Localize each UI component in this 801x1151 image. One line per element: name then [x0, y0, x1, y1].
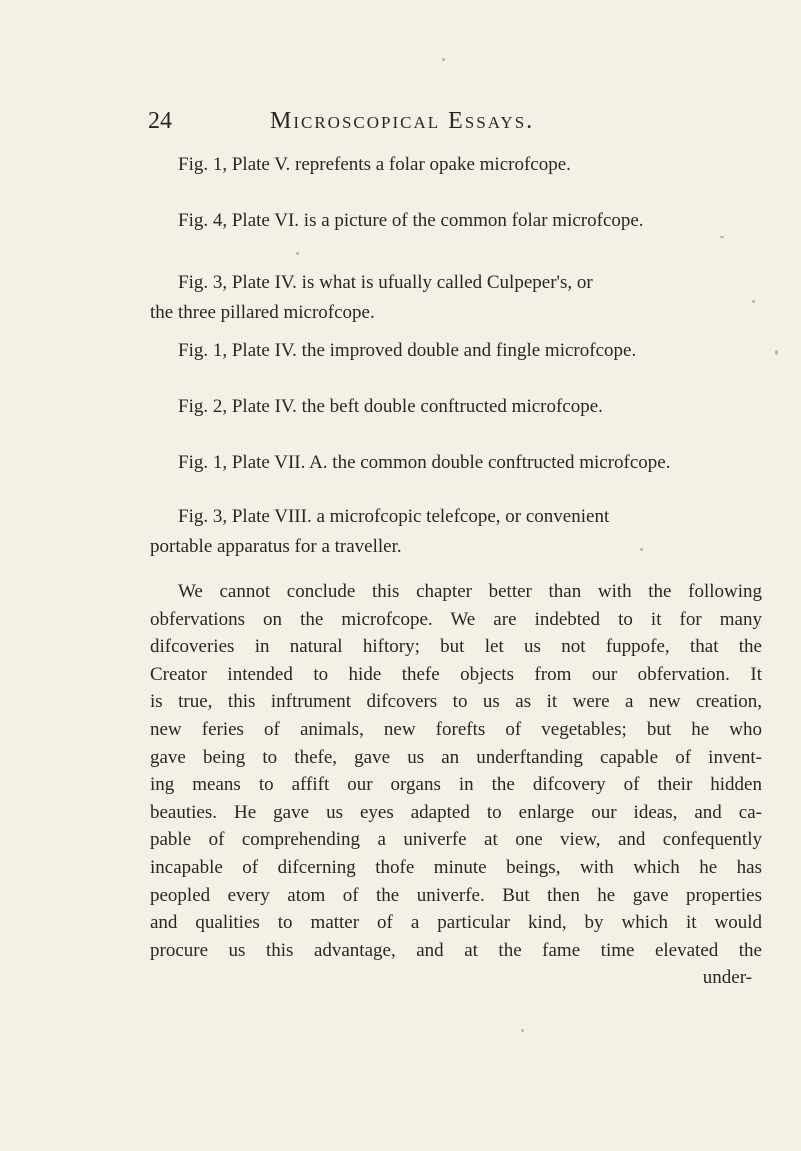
body-paragraph: [150, 578, 762, 992]
paragraph-line: and qualities to matter of a particular kind, by which it would: [150, 912, 762, 934]
paper-speck: [442, 58, 445, 61]
figure-entry-line: portable apparatus for a traveller.: [150, 536, 402, 557]
paragraph-line: new feries of animals, new forefts of vegetables; but he who: [150, 718, 762, 740]
catchword: under-: [702, 967, 752, 989]
figure-entry: [178, 150, 798, 180]
paragraph-line: gave being to thefe, gave us an underftanding capable of invent-: [150, 746, 762, 768]
running-title: Microscopical Essays.: [270, 108, 535, 134]
figure-entry-text: Fig. 1, Plate VII. A. the common double conftructed microfcope.: [178, 452, 671, 473]
paragraph-line: difcoveries in natural hiftory; but let us not fuppofe, that the: [150, 636, 762, 658]
figure-entry: [178, 336, 798, 366]
figure-entry: [150, 502, 770, 562]
paragraph-line: is true, this inftrument difcovers to us as it were a new creation,: [150, 691, 762, 713]
figure-entry: [178, 206, 798, 236]
paper-speck: [640, 548, 643, 551]
page-number: 24: [148, 108, 172, 134]
paragraph-line: obfervations on the microfcope. We are indebted to it for many: [150, 608, 762, 630]
figure-entry-line: the three pillared microfcope.: [150, 302, 375, 323]
figure-entry-line: Fig. 3, Plate VIII. a microfcopic telefcope, or convenient: [178, 506, 610, 527]
figure-entry-text: Fig. 1, Plate V. reprefents a folar opake microfcope.: [178, 154, 571, 175]
paper-speck: [720, 236, 724, 238]
paragraph-line: procure us this advantage, and at the fame time elevated the: [150, 939, 762, 961]
figure-entry-text: Fig. 2, Plate IV. the beft double conftructed microfcope.: [178, 396, 603, 417]
running-head: [148, 108, 788, 144]
figure-entry: [178, 392, 798, 422]
paper-speck: [775, 350, 778, 355]
figure-entry-text: Fig. 1, Plate IV. the improved double and fingle microfcope.: [178, 340, 637, 361]
paragraph-line: pable of comprehending a univerfe at one view, and confequently: [150, 829, 762, 851]
paragraph-line: Creator intended to hide thefe objects from our obfervation. It: [150, 663, 762, 685]
paper-speck: [296, 252, 299, 255]
paragraph-line: We cannot conclude this chapter better than with the following: [178, 581, 762, 602]
paper-speck: [752, 300, 755, 303]
figure-entry-text: Fig. 4, Plate VI. is a picture of the common folar microfcope.: [178, 210, 644, 231]
figure-entry: [178, 448, 798, 478]
paper-speck: [521, 1029, 524, 1032]
paragraph-line: beauties. He gave us eyes adapted to enlarge our ideas, and ca-: [150, 801, 762, 823]
paragraph-line: ing means to affift our organs in the difcovery of their hidden: [150, 774, 762, 796]
figure-entry-line: Fig. 3, Plate IV. is what is ufually called Culpeper's, or: [178, 272, 593, 293]
paragraph-line: incapable of difcerning thofe minute beings, with which he has: [150, 856, 762, 878]
figure-entry: [150, 268, 770, 328]
paragraph-line: peopled every atom of the univerfe. But then he gave properties: [150, 884, 762, 906]
